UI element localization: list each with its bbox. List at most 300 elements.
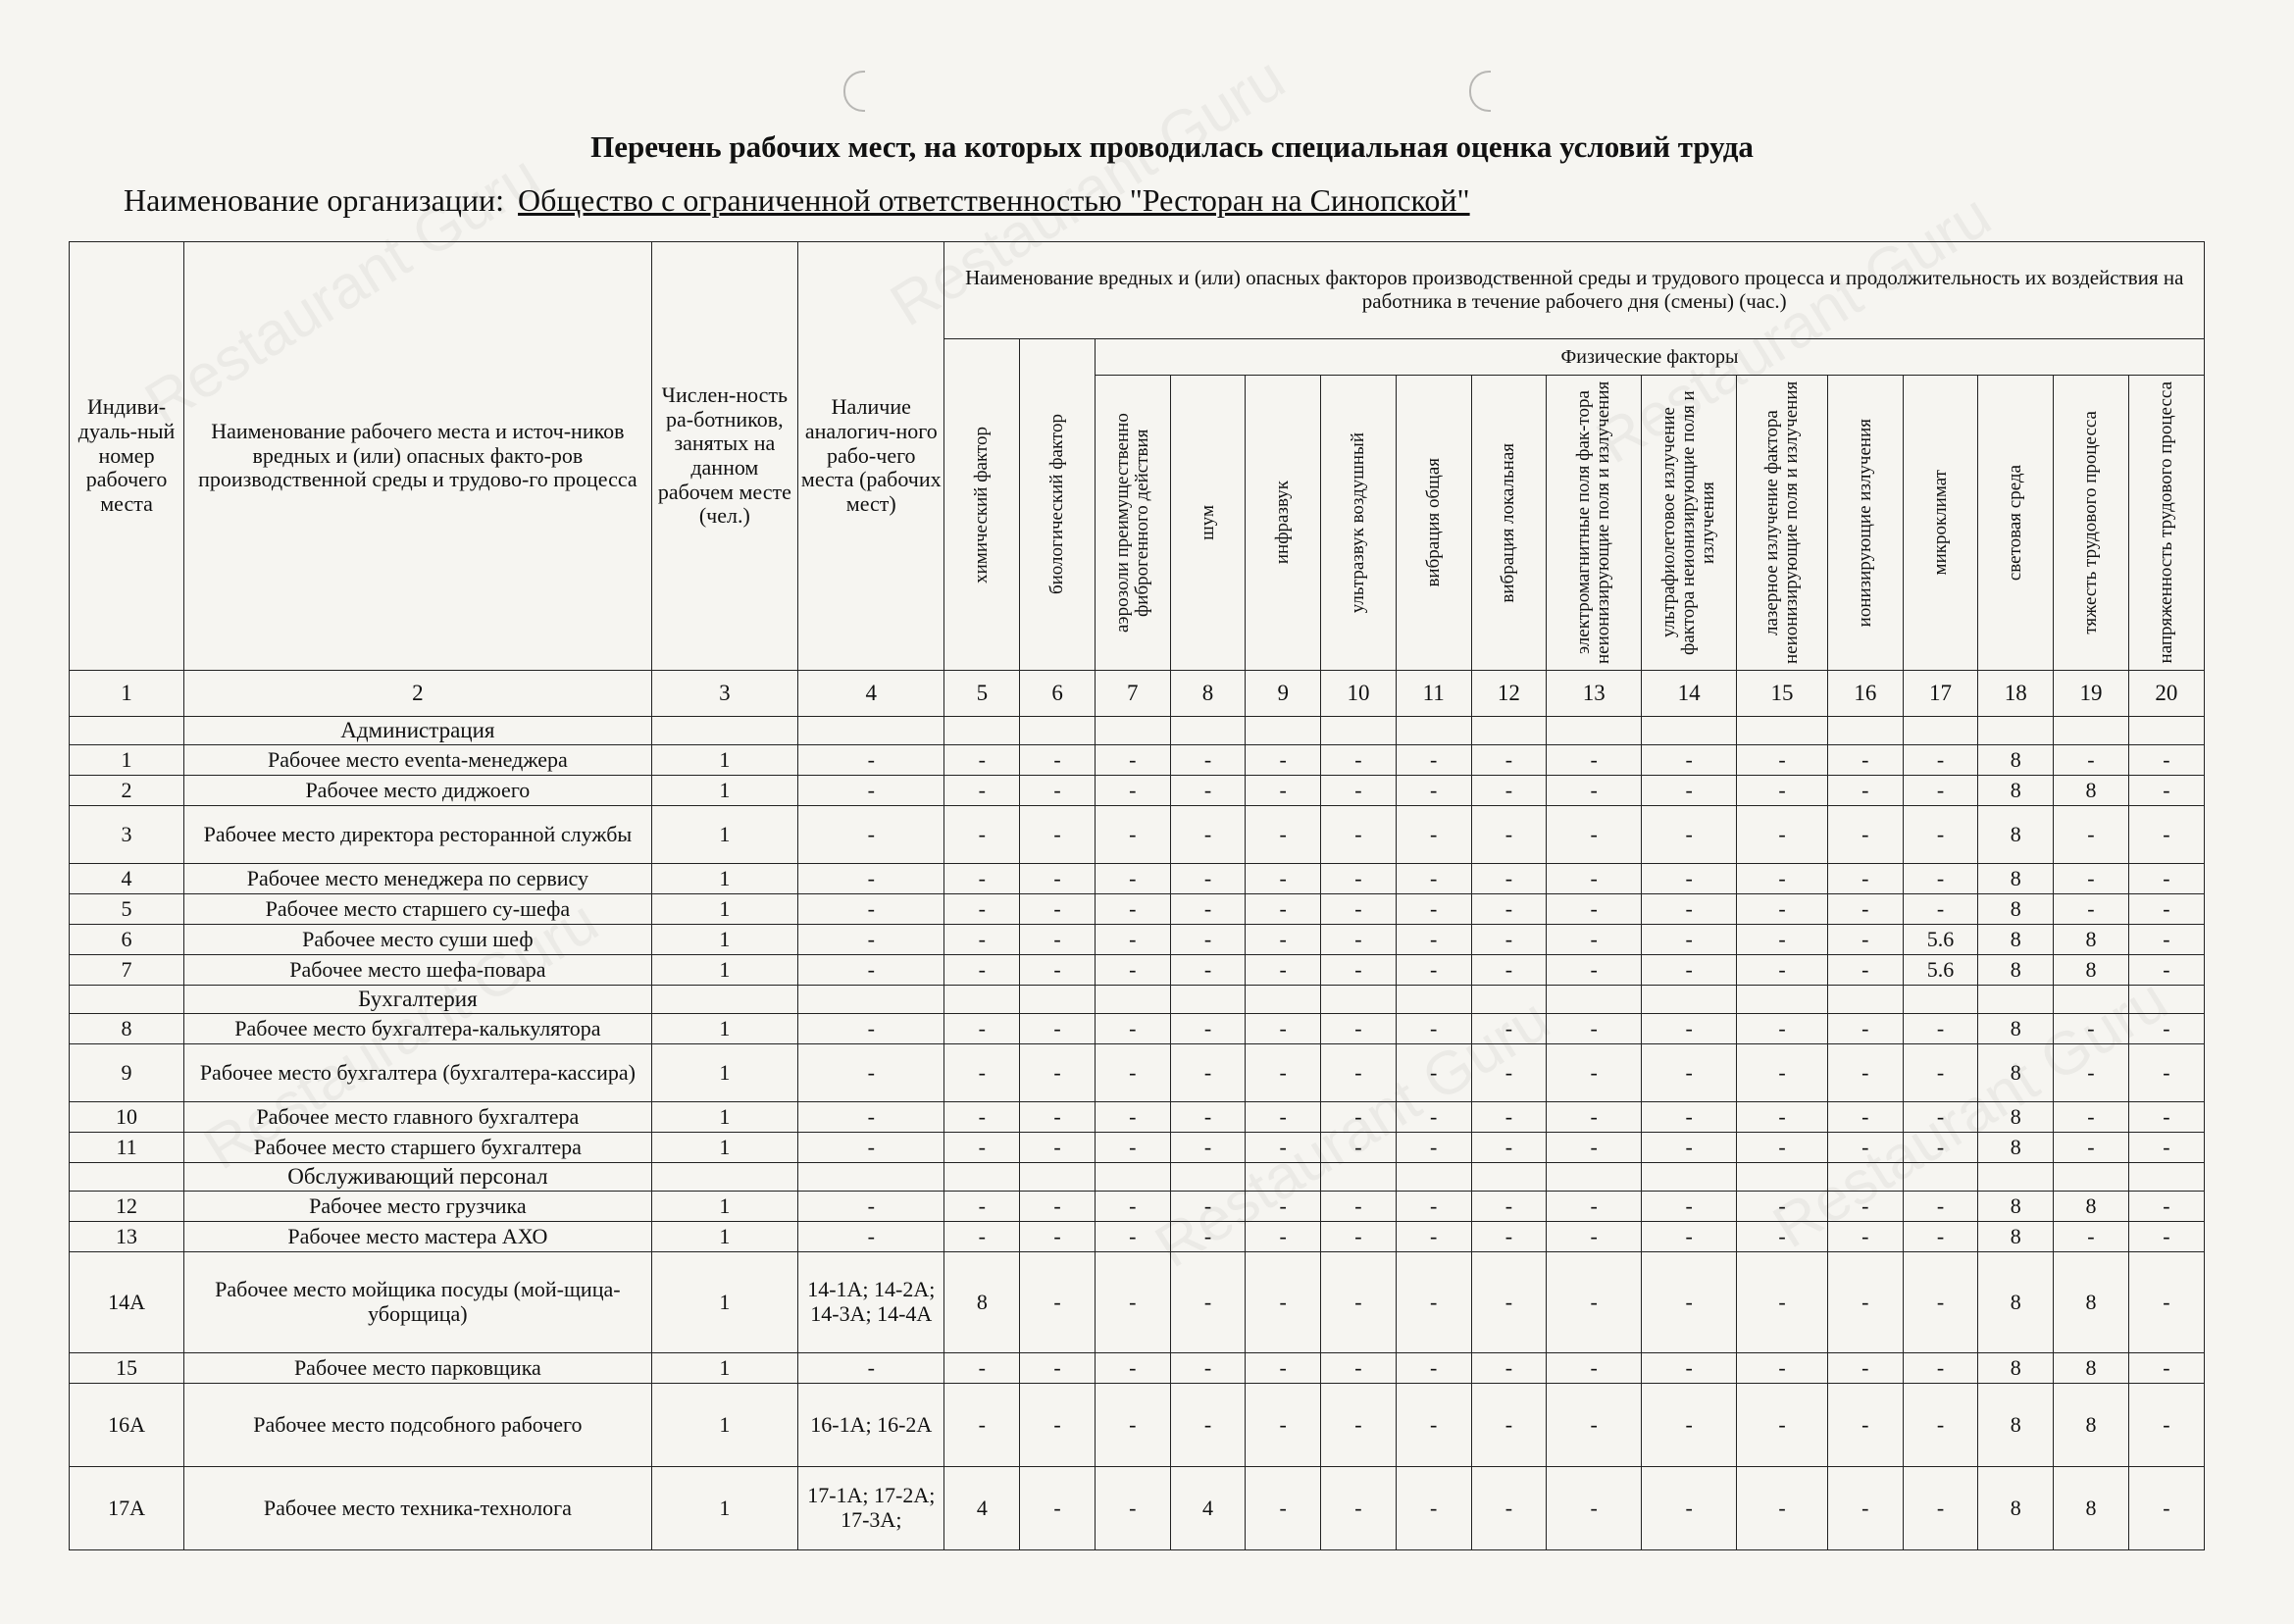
column-number: 10: [1321, 671, 1397, 717]
workplace-id: 11: [70, 1133, 184, 1163]
header-light: световая среда: [1978, 376, 2054, 671]
workplace-name: Рабочее место бухгалтера-калькулятора: [184, 1014, 652, 1044]
employee-count: 1: [651, 776, 797, 806]
section-blank-cell: [2128, 986, 2204, 1014]
factor-value: -: [1321, 955, 1397, 986]
factor-value: -: [1642, 1044, 1737, 1102]
factor-value: -: [2054, 806, 2129, 864]
factor-value: 8: [1978, 925, 2054, 955]
factor-value: -: [1903, 1384, 1978, 1467]
column-number: 16: [1827, 671, 1903, 717]
section-blank-cell: [1903, 1163, 1978, 1192]
workplace-name: Рабочее место eventa-менеджера: [184, 745, 652, 776]
header-general-vibration: вибрация общая: [1396, 376, 1471, 671]
section-blank-cell: [1737, 986, 1828, 1014]
factor-value: -: [1547, 1133, 1642, 1163]
section-blank-cell: [70, 986, 184, 1014]
factor-value: -: [2128, 894, 2204, 925]
factor-value: -: [1827, 1384, 1903, 1467]
factor-value: -: [1737, 1102, 1828, 1133]
factor-value: -: [1827, 925, 1903, 955]
factor-value: -: [2128, 1014, 2204, 1044]
factor-value: -: [1827, 894, 1903, 925]
analog-workplaces: -: [798, 1133, 944, 1163]
factor-value: -: [1827, 1044, 1903, 1102]
column-number: 14: [1642, 671, 1737, 717]
factor-value: -: [1170, 925, 1246, 955]
factor-value: -: [1020, 1353, 1096, 1384]
workplace-id: 15: [70, 1353, 184, 1384]
section-blank-cell: [1020, 717, 1096, 745]
factor-value: -: [944, 864, 1020, 894]
factor-value: -: [1095, 1133, 1170, 1163]
factor-value: -: [1170, 1222, 1246, 1252]
factor-value: -: [1827, 745, 1903, 776]
factor-value: -: [1642, 894, 1737, 925]
workplace-name: Рабочее место старшего су-шефа: [184, 894, 652, 925]
factor-value: -: [1246, 1353, 1321, 1384]
header-factors-group: Наименование вредных и (или) опасных факторов производственной среды и трудового процесса и продолжительность их воздействия на работника в течение рабочего дня (смены) (час.): [944, 242, 2205, 339]
factor-value: -: [944, 1222, 1020, 1252]
factor-value: -: [1396, 1252, 1471, 1353]
factor-value: 8: [1978, 1102, 2054, 1133]
workplace-id: 16А: [70, 1384, 184, 1467]
factor-value: -: [1903, 864, 1978, 894]
table-row: [70, 1102, 2205, 1133]
employee-count: 1: [651, 1222, 797, 1252]
factor-value: -: [1547, 1353, 1642, 1384]
factor-value: -: [1471, 1133, 1547, 1163]
factor-value: -: [2128, 864, 2204, 894]
factor-value: -: [1642, 1353, 1737, 1384]
factor-value: -: [944, 1014, 1020, 1044]
factor-value: -: [1170, 955, 1246, 986]
section-blank-cell: [1642, 1163, 1737, 1192]
factor-value: -: [1246, 864, 1321, 894]
factor-value: -: [1827, 864, 1903, 894]
employee-count: 1: [651, 925, 797, 955]
factor-value: -: [1827, 806, 1903, 864]
factor-value: -: [1321, 1467, 1397, 1550]
factor-value: -: [1642, 1014, 1737, 1044]
factor-value: -: [1737, 1014, 1828, 1044]
factor-value: -: [1471, 806, 1547, 864]
section-blank-cell: [1321, 1163, 1397, 1192]
factor-value: 8: [2054, 776, 2129, 806]
section-blank-cell: [1547, 717, 1642, 745]
factor-value: -: [1737, 745, 1828, 776]
analog-workplaces: -: [798, 864, 944, 894]
table-row: [70, 1133, 2205, 1163]
factor-value: -: [1020, 864, 1096, 894]
factor-value: -: [2128, 925, 2204, 955]
section-blank-cell: [1978, 986, 2054, 1014]
employee-count: 1: [651, 1014, 797, 1044]
employee-count: 1: [651, 1252, 797, 1353]
section-blank-cell: [1827, 717, 1903, 745]
employee-count: 1: [651, 864, 797, 894]
header-laser: лазерное излучение фактора неионизирующие поля и излучения: [1737, 376, 1828, 671]
factor-value: -: [2054, 894, 2129, 925]
workplace-id: 3: [70, 806, 184, 864]
factor-value: -: [1170, 1014, 1246, 1044]
factor-value: 8: [1978, 1014, 2054, 1044]
factor-value: -: [1170, 1353, 1246, 1384]
factor-value: -: [1246, 1133, 1321, 1163]
workplace-id: 1: [70, 745, 184, 776]
section-title: Бухгалтерия: [184, 986, 652, 1014]
factor-value: -: [1396, 925, 1471, 955]
table-row: [70, 806, 2205, 864]
organization-line: [124, 182, 1470, 219]
section-blank-cell: [1321, 717, 1397, 745]
column-number: 6: [1020, 671, 1096, 717]
header-local-vibration: вибрация локальная: [1471, 376, 1547, 671]
factor-value: -: [1321, 1353, 1397, 1384]
workplace-name: Рабочее место менеджера по сервису: [184, 864, 652, 894]
analog-workplaces: -: [798, 806, 944, 864]
section-blank-cell: [1396, 717, 1471, 745]
binder-hole-mark: [843, 71, 865, 112]
analog-workplaces: -: [798, 1044, 944, 1102]
section-blank-cell: [2128, 717, 2204, 745]
column-number: 9: [1246, 671, 1321, 717]
section-blank-cell: [1642, 986, 1737, 1014]
workplace-id: 17А: [70, 1467, 184, 1550]
factor-value: -: [1246, 1384, 1321, 1467]
section-blank-cell: [651, 1163, 797, 1192]
column-number: 13: [1547, 671, 1642, 717]
section-blank-cell: [1095, 986, 1170, 1014]
factor-value: -: [1321, 864, 1397, 894]
factor-value: -: [1642, 1384, 1737, 1467]
factor-value: -: [1095, 1102, 1170, 1133]
analog-workplaces: 16-1А; 16-2А: [798, 1384, 944, 1467]
factor-value: -: [944, 776, 1020, 806]
factor-value: 8: [2054, 1384, 2129, 1467]
workplace-name: Рабочее место директора ресторанной службы: [184, 806, 652, 864]
table-row: [70, 864, 2205, 894]
factor-value: -: [1020, 1384, 1096, 1467]
section-title: Администрация: [184, 717, 652, 745]
factor-value: -: [1471, 745, 1547, 776]
factor-value: -: [1737, 1467, 1828, 1550]
factor-value: -: [1827, 1133, 1903, 1163]
factor-value: -: [1642, 1222, 1737, 1252]
factor-value: -: [1471, 1102, 1547, 1133]
factor-value: -: [1547, 1044, 1642, 1102]
factor-value: -: [2054, 745, 2129, 776]
factor-value: -: [1547, 745, 1642, 776]
factor-value: -: [1471, 1467, 1547, 1550]
factor-value: 8: [1978, 806, 2054, 864]
employee-count: 1: [651, 1353, 797, 1384]
factor-value: -: [1903, 1192, 1978, 1222]
factor-value: -: [1396, 1133, 1471, 1163]
analog-workplaces: 14-1А; 14-2А; 14-3А; 14-4А: [798, 1252, 944, 1353]
factor-value: -: [1827, 1222, 1903, 1252]
factor-value: -: [1396, 776, 1471, 806]
table-row: [70, 1353, 2205, 1384]
factor-value: -: [1471, 1222, 1547, 1252]
section-blank-cell: [798, 717, 944, 745]
factor-value: -: [1547, 776, 1642, 806]
factor-value: -: [1321, 806, 1397, 864]
factor-value: -: [1642, 776, 1737, 806]
factor-value: -: [1737, 1353, 1828, 1384]
factor-value: -: [1095, 1353, 1170, 1384]
factor-value: 8: [1978, 1467, 2054, 1550]
factor-value: -: [1471, 894, 1547, 925]
section-blank-cell: [651, 986, 797, 1014]
table-row: [70, 1014, 2205, 1044]
factor-value: -: [2054, 1133, 2129, 1163]
factor-value: -: [1737, 864, 1828, 894]
section-blank-cell: [1246, 986, 1321, 1014]
section-blank-cell: [1095, 717, 1170, 745]
section-blank-cell: [1170, 717, 1246, 745]
factor-value: -: [1020, 1467, 1096, 1550]
factor-value: -: [1321, 1102, 1397, 1133]
factor-value: -: [1020, 806, 1096, 864]
factor-value: -: [1095, 1252, 1170, 1353]
table-row: [70, 1222, 2205, 1252]
header-work-severity: тяжесть трудового процесса: [2054, 376, 2129, 671]
header-ultrasound: ультразвук воздушный: [1321, 376, 1397, 671]
factor-value: -: [1246, 1467, 1321, 1550]
analog-workplaces: -: [798, 955, 944, 986]
factor-value: -: [2128, 806, 2204, 864]
workplace-id: 7: [70, 955, 184, 986]
organization-name: Общество с ограниченной ответственностью "Ресторан на Синопской": [518, 182, 1470, 218]
factor-value: -: [1642, 864, 1737, 894]
section-blank-cell: [944, 717, 1020, 745]
factor-value: -: [1737, 1252, 1828, 1353]
factor-value: -: [1170, 1044, 1246, 1102]
workplace-id: 14А: [70, 1252, 184, 1353]
factor-value: -: [1396, 1044, 1471, 1102]
factor-value: -: [1471, 1252, 1547, 1353]
factor-value: -: [1827, 1102, 1903, 1133]
factor-value: 8: [1978, 1044, 2054, 1102]
factor-value: -: [1903, 776, 1978, 806]
factor-value: 8: [1978, 864, 2054, 894]
workplace-name: Рабочее место мойщика посуды (мой-щица-уборщица): [184, 1252, 652, 1353]
factor-value: -: [1246, 925, 1321, 955]
factor-value: -: [1642, 955, 1737, 986]
factor-value: -: [1547, 955, 1642, 986]
factor-value: -: [1396, 806, 1471, 864]
factor-value: -: [1737, 776, 1828, 806]
section-blank-cell: [1547, 986, 1642, 1014]
employee-count: 1: [651, 1102, 797, 1133]
factor-value: -: [1095, 894, 1170, 925]
section-blank-cell: [1642, 717, 1737, 745]
factor-value: -: [1095, 1222, 1170, 1252]
workplace-name: Рабочее место мастера АХО: [184, 1222, 652, 1252]
factor-value: -: [1246, 894, 1321, 925]
section-blank-cell: [944, 1163, 1020, 1192]
header-employee-count: Числен-ность ра-ботников, занятых на данном рабочем месте (чел.): [651, 242, 797, 671]
factor-value: -: [944, 894, 1020, 925]
factor-value: -: [1246, 1192, 1321, 1222]
factor-value: -: [2128, 1222, 2204, 1252]
factor-value: -: [1642, 1102, 1737, 1133]
header-aerosols: аэрозоли преимущественно фиброгенного действия: [1095, 376, 1170, 671]
analog-workplaces: -: [798, 1353, 944, 1384]
employee-count: 1: [651, 806, 797, 864]
factor-value: -: [1095, 806, 1170, 864]
factor-value: 8: [2054, 1252, 2129, 1353]
factor-value: 5.6: [1903, 925, 1978, 955]
section-blank-cell: [1978, 1163, 2054, 1192]
factor-value: -: [1547, 806, 1642, 864]
factor-value: -: [1020, 1014, 1096, 1044]
factor-value: 8: [1978, 894, 2054, 925]
factor-value: -: [1827, 1353, 1903, 1384]
factor-value: 4: [1170, 1467, 1246, 1550]
factor-value: -: [1547, 894, 1642, 925]
factor-value: -: [944, 806, 1020, 864]
header-work-intensity: напряженность трудового процесса: [2128, 376, 2204, 671]
workplace-id: 5: [70, 894, 184, 925]
factor-value: -: [1095, 1384, 1170, 1467]
factor-value: -: [1396, 1467, 1471, 1550]
column-number: 12: [1471, 671, 1547, 717]
factor-value: -: [1547, 864, 1642, 894]
section-blank-cell: [1903, 986, 1978, 1014]
factor-value: -: [1020, 925, 1096, 955]
factor-value: -: [1095, 1467, 1170, 1550]
column-number: 7: [1095, 671, 1170, 717]
factor-value: -: [1396, 1192, 1471, 1222]
table-row: [70, 1384, 2205, 1467]
factor-value: -: [944, 1102, 1020, 1133]
factor-value: -: [1903, 1467, 1978, 1550]
section-blank-cell: [70, 1163, 184, 1192]
factor-value: 8: [1978, 955, 2054, 986]
workplace-name: Рабочее место техника-технолога: [184, 1467, 652, 1550]
factor-value: -: [1020, 955, 1096, 986]
header-physical-factors: Физические факторы: [1095, 339, 2204, 376]
factor-value: -: [1246, 1222, 1321, 1252]
section-blank-cell: [798, 986, 944, 1014]
workplace-id: 2: [70, 776, 184, 806]
factor-value: -: [1642, 1192, 1737, 1222]
column-number: 15: [1737, 671, 1828, 717]
column-number: 8: [1170, 671, 1246, 717]
factor-value: -: [1547, 1467, 1642, 1550]
factor-value: -: [2128, 1102, 2204, 1133]
workplace-id: 10: [70, 1102, 184, 1133]
workplace-name: Рабочее место главного бухгалтера: [184, 1102, 652, 1133]
factor-value: -: [1737, 1222, 1828, 1252]
section-blank-cell: [1246, 717, 1321, 745]
employee-count: 1: [651, 1044, 797, 1102]
section-blank-cell: [798, 1163, 944, 1192]
factor-value: -: [1095, 776, 1170, 806]
table-body: [70, 671, 2205, 1550]
factor-value: -: [1471, 1192, 1547, 1222]
table-row: [70, 745, 2205, 776]
factor-value: -: [1321, 1252, 1397, 1353]
workplace-name: Рабочее место шефа-повара: [184, 955, 652, 986]
factor-value: -: [1246, 955, 1321, 986]
header-workplace-name: Наименование рабочего места и источ-ников вредных и (или) опасных факто-ров производственной среды и трудово-го процесса: [184, 242, 652, 671]
factor-value: -: [1170, 1133, 1246, 1163]
factor-value: -: [1827, 1014, 1903, 1044]
employee-count: 1: [651, 1384, 797, 1467]
factor-value: 8: [2054, 955, 2129, 986]
factor-value: -: [1020, 894, 1096, 925]
factor-value: -: [1471, 1353, 1547, 1384]
workplace-name: Рабочее место парковщика: [184, 1353, 652, 1384]
analog-workplaces: -: [798, 1102, 944, 1133]
factor-value: -: [1095, 955, 1170, 986]
factor-value: -: [1547, 925, 1642, 955]
document-title: Перечень рабочих мест, на которых проводилась специальная оценка условий труда: [590, 129, 1754, 164]
section-blank-cell: [1020, 1163, 1096, 1192]
column-number-row: [70, 671, 2205, 717]
factor-value: -: [1170, 1102, 1246, 1133]
table-row: [70, 894, 2205, 925]
factor-value: 8: [944, 1252, 1020, 1353]
factor-value: -: [1095, 1192, 1170, 1222]
factor-value: -: [2128, 745, 2204, 776]
column-number: 1: [70, 671, 184, 717]
factor-value: -: [1170, 1384, 1246, 1467]
factor-value: -: [1737, 806, 1828, 864]
factor-value: -: [2128, 1384, 2204, 1467]
section-blank-cell: [2054, 1163, 2129, 1192]
factor-value: -: [1321, 776, 1397, 806]
factor-value: -: [1471, 1044, 1547, 1102]
section-blank-cell: [1827, 1163, 1903, 1192]
factor-value: -: [1246, 1044, 1321, 1102]
header-chemical-factor: химический фактор: [944, 339, 1020, 671]
factor-value: -: [1471, 1014, 1547, 1044]
factor-value: -: [1903, 1133, 1978, 1163]
section-blank-cell: [1978, 717, 2054, 745]
factor-value: -: [1737, 1192, 1828, 1222]
header-ionizing: ионизирующие излучения: [1827, 376, 1903, 671]
section-blank-cell: [1737, 717, 1828, 745]
section-blank-cell: [1396, 1163, 1471, 1192]
factor-value: -: [944, 1044, 1020, 1102]
factor-value: -: [1321, 894, 1397, 925]
employee-count: 1: [651, 1467, 797, 1550]
column-number: 11: [1396, 671, 1471, 717]
factor-value: 8: [1978, 776, 2054, 806]
factor-value: -: [1321, 1222, 1397, 1252]
factor-value: -: [2054, 1044, 2129, 1102]
factor-value: -: [2128, 1353, 2204, 1384]
factor-value: 8: [2054, 1192, 2129, 1222]
factor-value: -: [1020, 1192, 1096, 1222]
factor-value: -: [1246, 806, 1321, 864]
section-blank-cell: [2054, 986, 2129, 1014]
factor-value: -: [1737, 1384, 1828, 1467]
section-blank-cell: [651, 717, 797, 745]
factor-value: -: [2054, 1222, 2129, 1252]
workplace-table: [69, 241, 2205, 1550]
factor-value: 8: [1978, 1384, 2054, 1467]
factor-value: -: [1170, 1192, 1246, 1222]
factor-value: -: [1020, 1133, 1096, 1163]
workplace-name: Рабочее место подсобного рабочего: [184, 1384, 652, 1467]
section-blank-cell: [1471, 986, 1547, 1014]
factor-value: -: [1903, 806, 1978, 864]
